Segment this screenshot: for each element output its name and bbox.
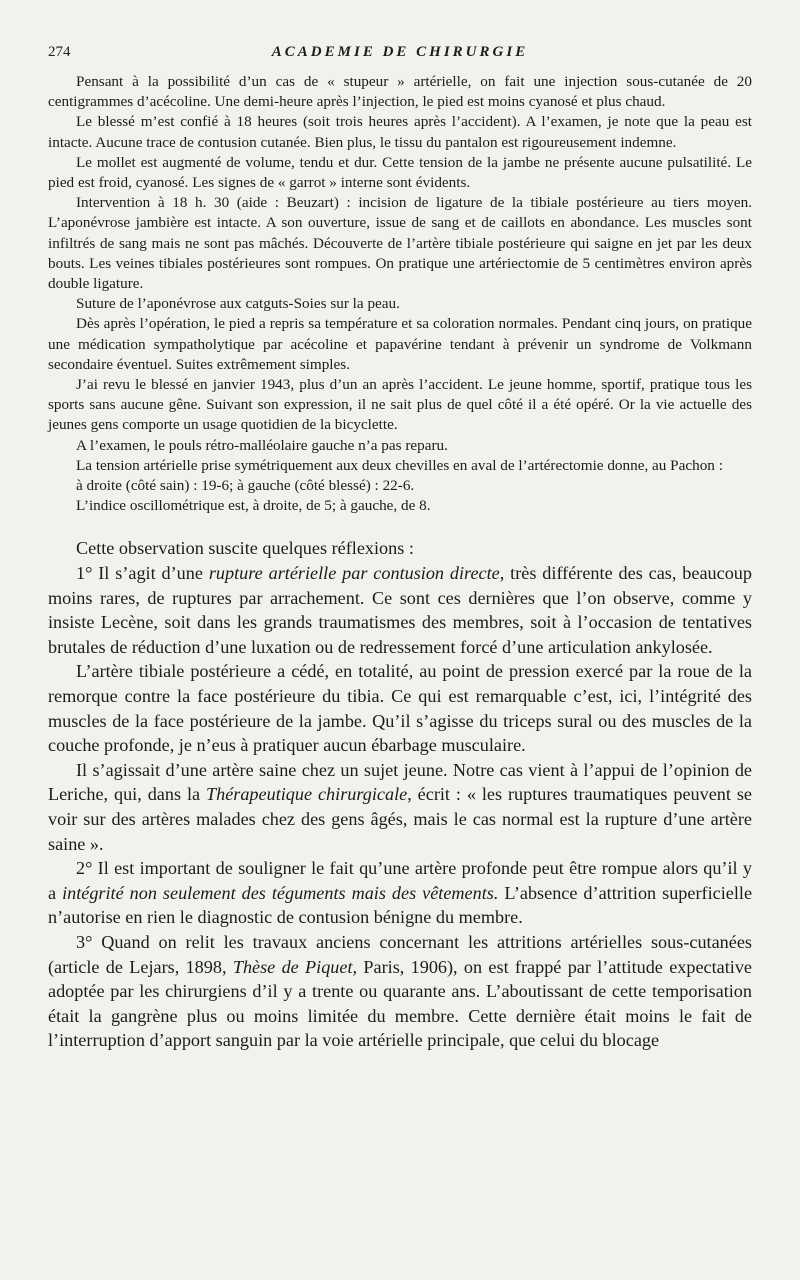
- emphasis: Thérapeutique chirurgicale: [205, 784, 408, 805]
- emphasis: Thèse de Piquet,: [232, 956, 358, 977]
- emphasis: rupture artérielle par contusion directe: [208, 563, 500, 584]
- discussion-section: [48, 536, 752, 1052]
- observation-paragraph: A l’examen, le pouls rétro-malléolaire gauche n’a pas reparu.: [76, 436, 448, 454]
- observation-paragraph: J’ai revu le blessé en janvier 1943, plus d’un an après l’accident. Le jeune homme, sportif, pratique tous les sports sans aucune gêne. Suivant son expression, il ne sait plus de quel côté il a été opéré. Or la vie actuelle des jeunes gens comporte un usage quotidien de la bicyclette.: [48, 376, 752, 434]
- discussion-paragraph-2: L’artère tibiale postérieure a cédé, en totalité, au point de pression exercé par la roue de la remorque contre la face postérieure du tibia. Ce qui est remarquable c’est, ici, l’intégrité des muscles de la face postérieure de la jambe. Qu’il s’agisse du triceps sural ou des muscles de la couche profonde, je n’eus à pratiquer aucun ébarbage musculaire.: [48, 661, 752, 756]
- emphasis: intégrité non seulement des téguments mais des vêtements.: [62, 882, 499, 903]
- discussion-paragraph-3: Il s’agissait d’une artère saine chez un sujet jeune. Notre cas vient à l’appui de l’opinion de Leriche, qui, dans la Thérapeutique chirurgicale, écrit : « les ruptures traumatiques peuvent se voir sur des artères malades chez des gens âgés, mais le cas normal est la rupture d’une artère saine ».: [48, 759, 752, 854]
- discussion-paragraph-5: 3° Quand on relit les travaux anciens concernant les attritions artérielles sous-cutanées (article de Lejars, 1898, Thèse de Piquet, Paris, 1906), on est frappé par l’attitude expectative adoptée par les chirurgiens d’il y a trente ou quarante ans. L’aboutissant de cette temporisation était la gangrène plus ou moins limitée du membre. Cette dernière était moins le fait de l’interruption d’apport sanguin par la voie artérielle principale, que celui du blocage: [48, 931, 752, 1051]
- observation-paragraph: La tension artérielle prise symétriquement aux deux chevilles en aval de l’artérectomie donne, au Pachon :: [76, 456, 723, 474]
- observation-paragraph: Le mollet est augmenté de volume, tendu et dur. Cette tension de la jambe ne présente aucune pulsatilité. Le pied est froid, cyanosé. Les signes de « garrot » interne sont évidents.: [48, 153, 752, 192]
- discussion-intro: Cette observation suscite quelques réflexions :: [76, 538, 414, 559]
- observation-paragraph: Intervention à 18 h. 30 (aide : Beuzart) : incision de ligature de la tibiale postérieure au tiers moyen. L’aponévrose jambière est intacte. A son ouverture, issue de sang et de caillots en abondance. Les muscles sont infiltrés de sang mais ne sont pas mâchés. Découverte de l’artère tibiale postérieure qui saigne en jet par les deux bouts. Les veines tibiales postérieures sont rompues. On pratique une artériectomie de 5 centimètres environ après double ligature.: [48, 194, 752, 293]
- page-number: 274: [48, 44, 71, 60]
- running-head: [48, 44, 752, 66]
- observation-paragraph: Suture de l’aponévrose aux catguts-Soies sur la peau.: [76, 295, 400, 313]
- observation-paragraph: Pensant à la possibilité d’un cas de « stupeur » artérielle, on fait une injection sous-cutanée de 20 centigrammes d’acécoline. Une demi-heure après l’injection, le pied est moins cyanosé et plus chaud.: [48, 73, 752, 111]
- discussion-paragraph-1: 1° Il s’agit d’une rupture artérielle par contusion directe, très différente des cas, beaucoup moins rares, de ruptures par arrachement. Ce sont ces dernières que l’on observe, comme y insiste Lecène, soit dans les grands traumatismes des membres, soit à l’occasion de tentatives brutales de réduction d’une luxation ou de redressement forcé d’une articulation ankylosée.: [48, 563, 752, 657]
- observation-paragraph: L’indice oscillométrique est, à droite, de 5; à gauche, de 8.: [76, 497, 431, 515]
- observation-paragraph: Le blessé m’est confié à 18 heures (soit trois heures après l’accident). A l’examen, je note que la peau est intacte. Aucune trace de contusion cutanée. Bien plus, le tissu du pantalon est rigoureusement indemne.: [48, 113, 752, 151]
- observation-paragraph: à droite (côté sain) : 19-6; à gauche (côté blessé) : 22-6.: [76, 477, 415, 495]
- observation-section: [48, 72, 752, 516]
- running-title: ACADEMIE DE CHIRURGIE: [271, 44, 529, 60]
- discussion-paragraph-4: 2° Il est important de souligner le fait qu’une artère profonde peut être rompue alors qu’il y a intégrité non seulement des téguments mais des vêtements. L’absence d’attrition superficielle n’autorise en rien le diagnostic de contusion bénigne du membre.: [48, 858, 753, 928]
- observation-paragraph: Dès après l’opération, le pied a repris sa température et sa coloration normales. Pendant cinq jours, on pratique une médication sympatholytique par acécoline et papavérine tendant à prévenir un syndrome de Volkmann secondaire éventuel. Suites extrêmement simples.: [48, 315, 752, 373]
